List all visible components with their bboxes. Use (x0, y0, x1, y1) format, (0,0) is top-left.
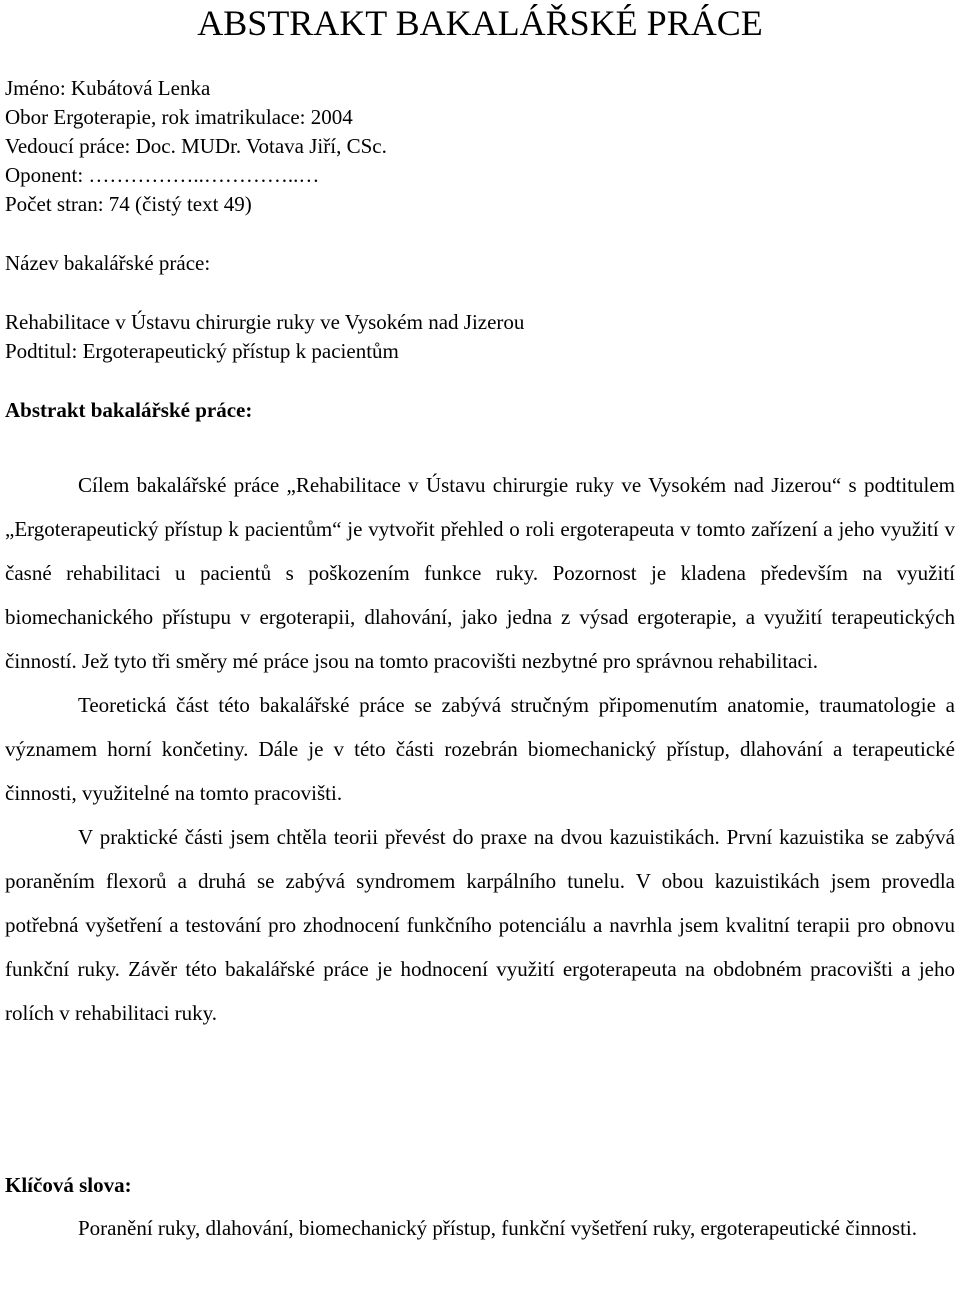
field-line: Obor Ergoterapie, rok imatrikulace: 2004 (5, 105, 353, 129)
abstract-paragraph: Cílem bakalářské práce „Rehabilitace v Ústavu chirurgie ruky ve Vysokém nad Jizerou“ s podtitulem „Ergoterapeutický přístup k pacientům“ je vytvořit přehled o roli ergoterapeuta v tomto zařízení a jeho využití v časné rehabilitaci u pacientů s poškozením funkce ruky. Pozornost je kladena především na využití biomechanického přístupu v ergoterapii, dlahování, jako jedna z výsad ergoterapie, a využití terapeutických činností. Jež tyto tři směry mé práce jsou na tomto pracovišti nezbytné pro správnou rehabilitaci. (5, 473, 955, 673)
abstract-paragraph: Teoretická část této bakalářské práce se zabývá stručným připomenutím anatomie, traumatologie a významem horní končetiny. Dále je v této části rozebrán biomechanický přístup, dlahování a terapeutické činnosti, využitelné na tomto pracovišti. (5, 693, 955, 805)
keywords-heading: Klíčová slova: (5, 1173, 132, 1197)
thesis-name-label: Název bakalářské práce: (5, 251, 211, 275)
thesis-subtitle: Podtitul: Ergoterapeutický přístup k pacientům (5, 339, 399, 363)
metadata-block (5, 74, 387, 219)
abstract-body (5, 463, 955, 1035)
keywords-text: Poranění ruky, dlahování, biomechanický přístup, funkční vyšetření ruky, ergoterapeutické činnosti. (78, 1216, 917, 1240)
abstract-heading: Abstrakt bakalářské práce: (5, 398, 253, 422)
document-title: ABSTRAKT BAKALÁŘSKÉ PRÁCE (197, 3, 763, 43)
author-line: Jméno: Kubátová Lenka (5, 76, 211, 100)
abstract-paragraph: V praktické části jsem chtěla teorii převést do praxe na dvou kazuistikách. První kazuistika se zabývá poraněním flexorů a druhá se zabývá syndromem karpálního tunelu. V obou kazuistikách jsem provedla potřebná vyšetření a testování pro zhodnocení funkčního potenciálu a navrhla jsem kvalitní terapii pro obnovu funkční ruky. Závěr této bakalářské práce je hodnocení využití ergoterapeuta na obdobném pracovišti a jeho rolích v rehabilitaci ruky. (5, 825, 955, 1025)
page-count-line: Počet stran: 74 (čistý text 49) (5, 192, 252, 216)
opponent-line: Oponent: ……………..…………..… (5, 163, 320, 187)
supervisor-line: Vedoucí práce: Doc. MUDr. Votava Jiří, CSc. (5, 134, 387, 158)
thesis-title: Rehabilitace v Ústavu chirurgie ruky ve Vysokém nad Jizerou (5, 310, 525, 334)
